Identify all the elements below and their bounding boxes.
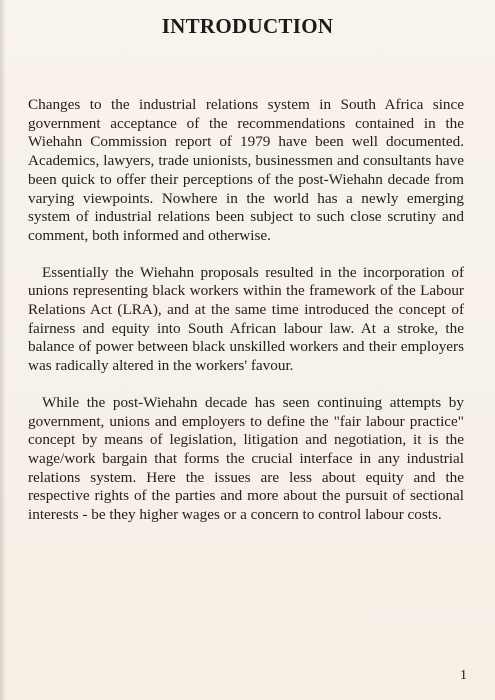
page-number: 1 [460,668,467,683]
paragraph-1: Changes to the industrial relations system in South Africa since government acceptance of the recommendations contained in the Wiehahn Commission report of 1979 have been well documented. Academics, lawyers, trade unionists, businessmen and consultants have been quick to offer their perceptions of the post-Wiehahn decade from varying viewpoints. Nowhere in the world has a newly emerging system of industrial relations been subject to such close scrutiny and comment, both informed and otherwise. [28,96,464,244]
paragraph-3: While the post-Wiehahn decade has seen continuing attempts by government, unions and employers to define the "fair labour practice" concept by means of legislation, litigation and negotiation, it is the wage/work bargain that forms the crucial interface in any industrial relations system. Here the issues are less about equity and the respective rights of the parties and more about the pursuit of sectional interests - be they higher wages or a concern to control labour costs. [28,393,464,524]
body-text [28,96,464,543]
page-title: INTRODUCTION [161,14,334,38]
page-spine-shadow [0,0,6,700]
paragraph-2: Essentially the Wiehahn proposals resulted in the incorporation of unions representing black workers within the framework of the Labour Relations Act (LRA), and at the same time introduced the concept of fairness and equity into South African labour law. At a stroke, the balance of power between black unskilled workers and their employers was radically altered in the workers' favour. [28,263,464,375]
